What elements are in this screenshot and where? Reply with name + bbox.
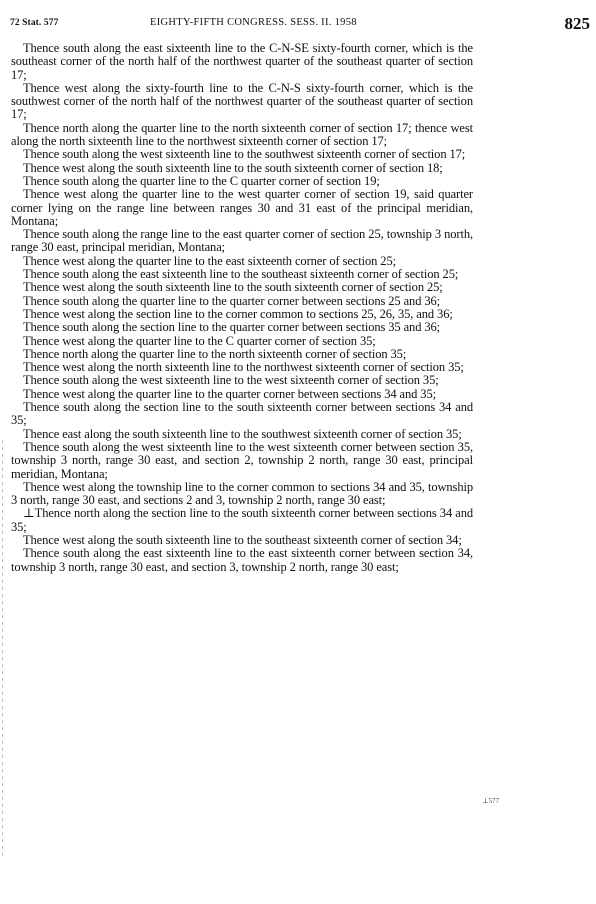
paragraph: Thence south along the quarter line to the C quarter corner of section 19; (23, 173, 380, 188)
paragraph: Thence west along the quarter line to the quarter corner between sections 34 and 35; (23, 386, 436, 401)
paragraph: Thence west along the south sixteenth line to the southeast sixteenth corner of section 34; (23, 532, 462, 547)
paragraph: Thence west along the south sixteenth line to the south sixteenth corner of section 25; (23, 280, 443, 295)
page-header (10, 14, 590, 34)
margin-page-reference: ⊥577 (482, 797, 500, 805)
scan-edge-mark (2, 440, 3, 860)
paragraph: Thence south along the west sixteenth line to the southwest sixteenth corner of section 17; (23, 147, 466, 162)
page-number: 825 (564, 14, 590, 33)
paragraph: ⊥Thence north along the section line to the south sixteenth corner between sections 34 and 35; (11, 506, 473, 534)
body-text (11, 42, 473, 574)
paragraph: Thence west along the sixty-fourth line to the C-N-S sixty-fourth corner, which is the southwest corner of the north half of the northwest quarter of the southeast quarter of section 17; (11, 80, 473, 122)
paragraph: Thence west along the section line to the corner common to sections 25, 26, 35, and 36; (23, 306, 453, 321)
paragraph: Thence south along the section line to the quarter corner between sections 35 and 36; (23, 320, 441, 335)
paragraph: Thence west along the north sixteenth line to the northwest sixteenth corner of section 35; (23, 360, 464, 375)
paragraph: Thence south along the west sixteenth line to the west sixteenth corner between section 35, township 3 north, range 30 east, and section 2, township 2 north, range 30 east, principal meridian, Montana; (11, 439, 473, 481)
paragraph: Thence south along the quarter line to the quarter corner between sections 25 and 36; (23, 293, 441, 308)
paragraph: Thence south along the east sixteenth line to the east sixteenth corner between section 34, township 3 north, range 30 east, and section 3, township 2 north, range 30 east; (11, 546, 473, 574)
paragraph: Thence north along the quarter line to the north sixteenth corner of section 17; thence west along the north sixteenth line to the northwest sixteenth corner of section 17; (11, 120, 473, 149)
paragraph: Thence east along the south sixteenth line to the southwest sixteenth corner of section 35; (23, 426, 462, 441)
paragraph: Thence south along the east sixteenth line to the C-N-SE sixty-fourth corner, which is the southeast corner of the north half of the northwest quarter of the southeast quarter of section 17; (11, 41, 473, 82)
paragraph: Thence west along the south sixteenth line to the south sixteenth corner of section 18; (23, 160, 443, 175)
paragraph: Thence west along the quarter line to the east sixteenth corner of section 25; (23, 253, 396, 268)
paragraph: Thence west along the quarter line to the west quarter corner of section 19, said quarter corner lying on the range line between ranges 30 and 31 east of the principal meridian, Montana; (11, 187, 473, 228)
paragraph: Thence south along the west sixteenth line to the west sixteenth corner of section 35; (23, 373, 439, 388)
paragraph: Thence north along the quarter line to the north sixteenth corner of section 35; (23, 346, 407, 361)
paragraph: Thence west along the township line to the corner common to sections 34 and 35, township 3 north, range 30 east, and sections 2 and 3, township 2 north, range 30 east; (11, 479, 473, 508)
paragraph: Thence south along the east sixteenth line to the southeast sixteenth corner of section 25; (23, 267, 459, 282)
paragraph: Thence south along the range line to the east quarter corner of section 25, township 3 north, range 30 east, principal meridian, Montana; (11, 227, 473, 255)
paragraph: Thence south along the section line to the south sixteenth corner between sections 34 and 35; (11, 400, 473, 428)
statute-citation: 72 Stat. 577 (10, 18, 59, 28)
paragraph: Thence west along the quarter line to the C quarter corner of section 35; (23, 333, 376, 348)
running-title: EIGHTY-FIFTH CONGRESS. SESS. II. 1958 (150, 17, 357, 28)
